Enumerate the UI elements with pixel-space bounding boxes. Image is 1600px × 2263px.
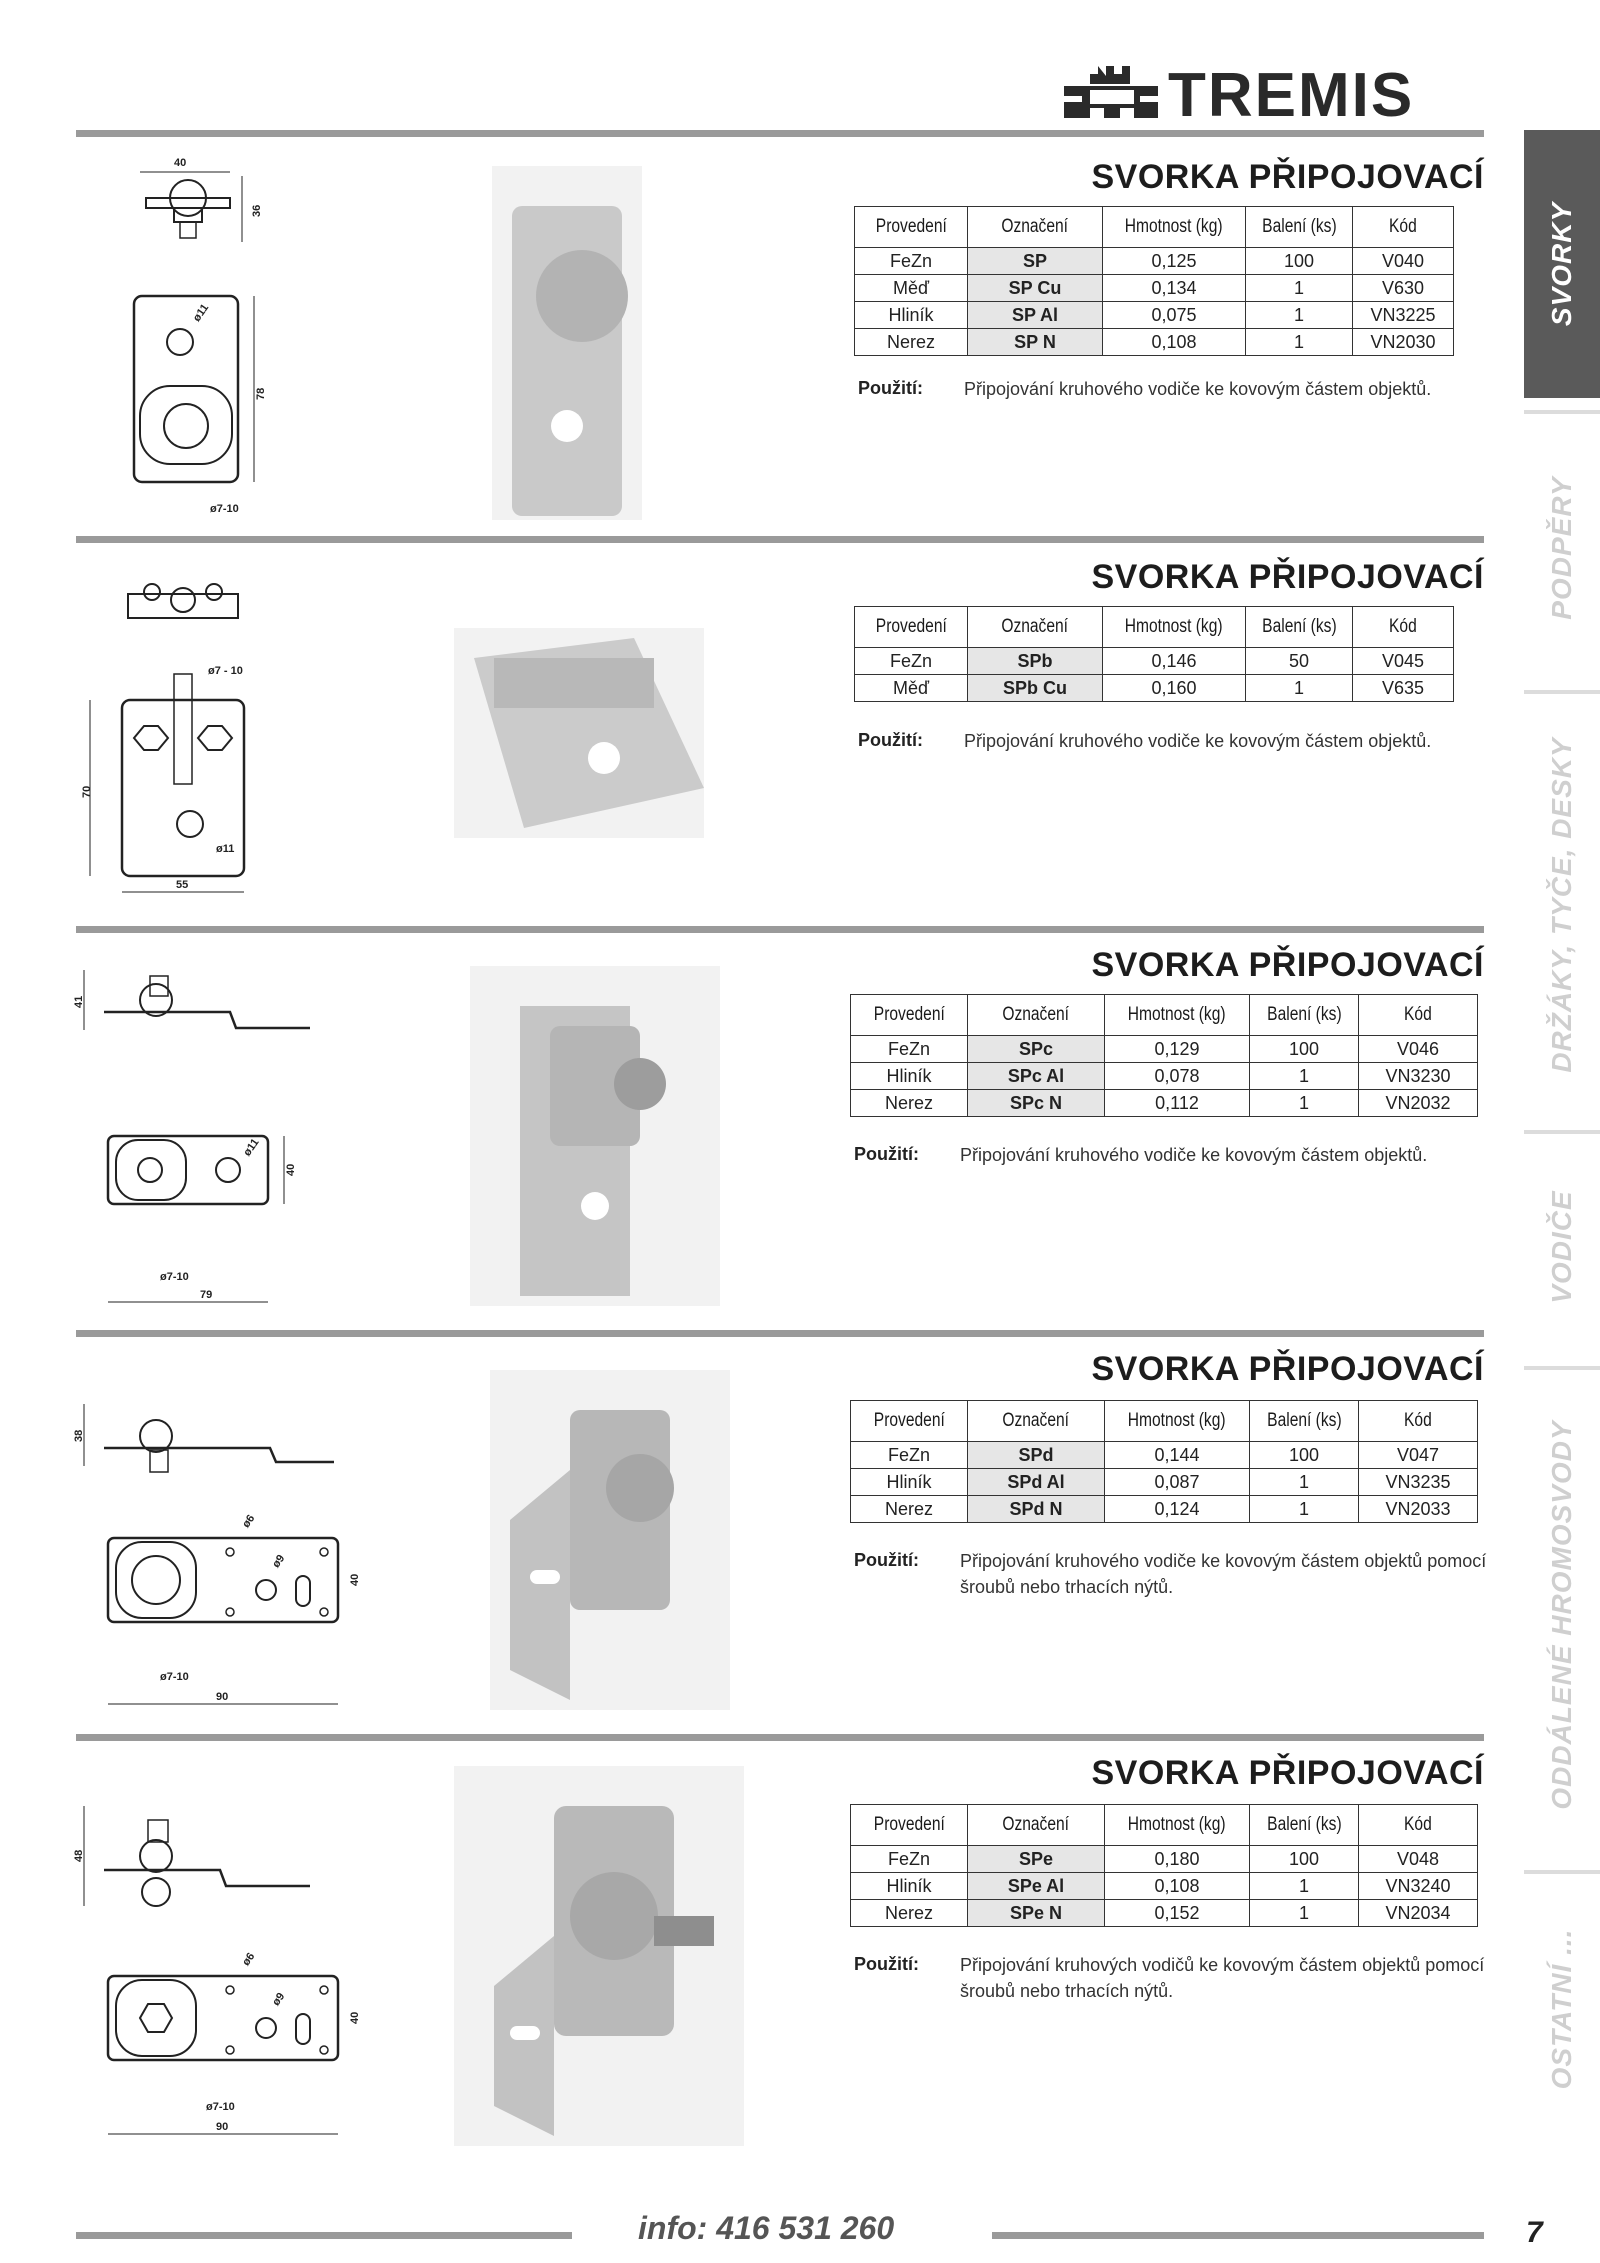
dim-label: ø9 xyxy=(270,1552,288,1571)
dim-label: 90 xyxy=(216,1691,229,1703)
dim-label: 90 xyxy=(216,2121,229,2133)
tab-ostatni[interactable]: OSTATNÍ ... xyxy=(1524,1874,1600,2144)
column-header: Označení xyxy=(968,1401,1105,1442)
tab-podpery[interactable]: PODPĚRY xyxy=(1524,414,1600,682)
table-row: Hliník SPd Al 0,087 1 VN3235 xyxy=(851,1469,1478,1496)
table-header-row xyxy=(855,607,1454,648)
spec-table xyxy=(850,994,1478,1117)
dim-label: ø6 xyxy=(240,1512,258,1531)
dim-label: 40 xyxy=(349,1573,361,1586)
page-number: 7 xyxy=(1526,2216,1543,2249)
dim-label: ø6 xyxy=(240,1950,258,1969)
column-header: Kód xyxy=(1359,995,1478,1036)
technical-drawing xyxy=(78,570,278,900)
spec-table xyxy=(850,1400,1478,1523)
technical-drawing xyxy=(70,1780,361,2140)
dim-label: ø7-10 xyxy=(210,503,239,515)
column-header: Provedení xyxy=(855,607,968,648)
spec-table xyxy=(850,1804,1478,1927)
dim-label: ø7-10 xyxy=(160,1671,189,1683)
table-row: Hliník SPc Al 0,078 1 VN3230 xyxy=(851,1063,1478,1090)
product-photo xyxy=(490,1370,730,1710)
section-separator xyxy=(76,536,1484,543)
section-separator xyxy=(76,926,1484,933)
section-title: SVORKA PŘIPOJOVACÍ xyxy=(1091,558,1484,596)
footer-bar xyxy=(992,2232,1484,2239)
table-row: Měď SPb Cu 0,160 1 V635 xyxy=(855,675,1454,702)
use-description: Připojování kruhového vodiče ke kovovým částem objektů. xyxy=(960,1145,1428,1165)
column-header: Hmotnost (kg) xyxy=(1103,607,1246,648)
use-description: Připojování kruhového vodiče ke kovovým částem objektů. xyxy=(964,731,1432,751)
product-photo xyxy=(470,966,720,1306)
dim-label: ø7-10 xyxy=(160,1271,189,1283)
dim-label: ø11 xyxy=(241,1136,262,1159)
column-header: Balení (ks) xyxy=(1246,607,1353,648)
section-separator xyxy=(76,1734,1484,1741)
product-photo xyxy=(454,628,704,838)
column-header: Kód xyxy=(1353,607,1454,648)
section-title: SVORKA PŘIPOJOVACÍ xyxy=(1091,1350,1484,1388)
table-row: Měď SP Cu 0,134 1 V630 xyxy=(855,275,1454,302)
brand-name: TREMIS xyxy=(1168,61,1415,130)
column-header: Provedení xyxy=(851,995,968,1036)
use-description: Připojování kruhového vodiče ke kovovým částem objektů pomocí šroubů nebo trhacích nýtů. xyxy=(960,1551,1487,1597)
use-label: Použití: xyxy=(854,1144,919,1164)
table-row: FeZn SPd 0,144 100 V047 xyxy=(851,1442,1478,1469)
table-header-row xyxy=(851,1401,1478,1442)
column-header: Kód xyxy=(1359,1805,1478,1846)
column-header: Provedení xyxy=(851,1805,968,1846)
table-header-row xyxy=(851,995,1478,1036)
table-row: FeZn SPb 0,146 50 V045 xyxy=(855,648,1454,675)
dim-label: ø7-10 xyxy=(206,2101,235,2113)
tab-oddalene-hromosvody[interactable]: ODDÁLENÉ HROMOSVODY xyxy=(1524,1370,1600,1860)
table-header-row xyxy=(851,1805,1478,1846)
section-separator xyxy=(76,130,1484,137)
column-header: Balení (ks) xyxy=(1250,1805,1359,1846)
dim-label: 40 xyxy=(174,157,187,169)
column-header: Hmotnost (kg) xyxy=(1105,995,1250,1036)
dim-label: ø11 xyxy=(190,301,212,324)
dim-label: 40 xyxy=(349,2011,361,2024)
table-row: FeZn SP 0,125 100 V040 xyxy=(855,248,1454,275)
section-title: SVORKA PŘIPOJOVACÍ xyxy=(1091,946,1484,984)
tab-svorky[interactable]: SVORKY xyxy=(1524,130,1600,398)
column-header: Balení (ks) xyxy=(1250,1401,1359,1442)
table-row: Nerez SPc N 0,112 1 VN2032 xyxy=(851,1090,1478,1117)
section-separator xyxy=(76,1330,1484,1337)
table-row: Nerez SPd N 0,124 1 VN2033 xyxy=(851,1496,1478,1523)
table-row: Nerez SPe N 0,152 1 VN2034 xyxy=(851,1900,1478,1927)
table-row: Nerez SP N 0,108 1 VN2030 xyxy=(855,329,1454,356)
column-header: Provedení xyxy=(855,207,968,248)
use-label: Použití: xyxy=(854,1550,919,1570)
use-description: Připojování kruhových vodičů ke kovovým částem objektů pomocí šroubů nebo trhacích nýtů. xyxy=(960,1955,1485,2001)
column-header: Označení xyxy=(968,1805,1105,1846)
dim-label: 48 xyxy=(73,1849,85,1862)
column-header: Hmotnost (kg) xyxy=(1105,1805,1250,1846)
column-header: Hmotnost (kg) xyxy=(1105,1401,1250,1442)
use-label: Použití: xyxy=(858,378,923,398)
spec-table xyxy=(854,206,1454,356)
tab-drzaky[interactable]: DRŽÁKY, TYČE, DESKY xyxy=(1524,694,1600,1116)
spec-table xyxy=(854,606,1454,702)
product-photo xyxy=(454,1766,744,2146)
column-header: Označení xyxy=(968,207,1103,248)
table-row: FeZn SPc 0,129 100 V046 xyxy=(851,1036,1478,1063)
product-photo xyxy=(492,166,642,520)
table-row: Hliník SP Al 0,075 1 VN3225 xyxy=(855,302,1454,329)
table-row: FeZn SPe 0,180 100 V048 xyxy=(851,1846,1478,1873)
column-header: Balení (ks) xyxy=(1246,207,1353,248)
dim-label: 55 xyxy=(176,879,189,891)
column-header: Hmotnost (kg) xyxy=(1103,207,1246,248)
dim-label: 40 xyxy=(285,1163,297,1176)
footer-contact: info: 416 531 260 xyxy=(638,2210,895,2246)
technical-drawing xyxy=(70,1390,361,1710)
dim-label: 70 xyxy=(81,785,93,798)
use-label: Použití: xyxy=(854,1954,919,1974)
dim-label: 78 xyxy=(255,387,267,400)
dim-label: ø7 - 10 xyxy=(208,665,243,677)
use-description: Připojování kruhového vodiče ke kovovým částem objektů. xyxy=(964,379,1432,399)
dim-label: 79 xyxy=(200,1289,213,1301)
footer-bar xyxy=(76,2232,572,2239)
use-label: Použití: xyxy=(858,730,923,750)
column-header: Balení (ks) xyxy=(1250,995,1359,1036)
tremis-logo-icon xyxy=(1060,62,1164,122)
column-header: Kód xyxy=(1353,207,1454,248)
tab-vodice[interactable]: VODIČE xyxy=(1524,1134,1600,1360)
section-title: SVORKA PŘIPOJOVACÍ xyxy=(1091,1754,1484,1792)
dim-label: ø9 xyxy=(270,1990,288,2009)
dim-label: ø11 xyxy=(216,843,235,855)
dim-label: 41 xyxy=(73,995,85,1008)
column-header: Označení xyxy=(968,607,1103,648)
technical-drawing xyxy=(90,150,310,520)
technical-drawing xyxy=(70,950,330,1310)
column-header: Označení xyxy=(968,995,1105,1036)
table-row: Hliník SPe Al 0,108 1 VN3240 xyxy=(851,1873,1478,1900)
dim-label: 38 xyxy=(73,1429,85,1442)
column-header: Provedení xyxy=(851,1401,968,1442)
column-header: Kód xyxy=(1359,1401,1478,1442)
table-header-row xyxy=(855,207,1454,248)
dim-label: 36 xyxy=(251,204,263,217)
section-title: SVORKA PŘIPOJOVACÍ xyxy=(1091,158,1484,196)
